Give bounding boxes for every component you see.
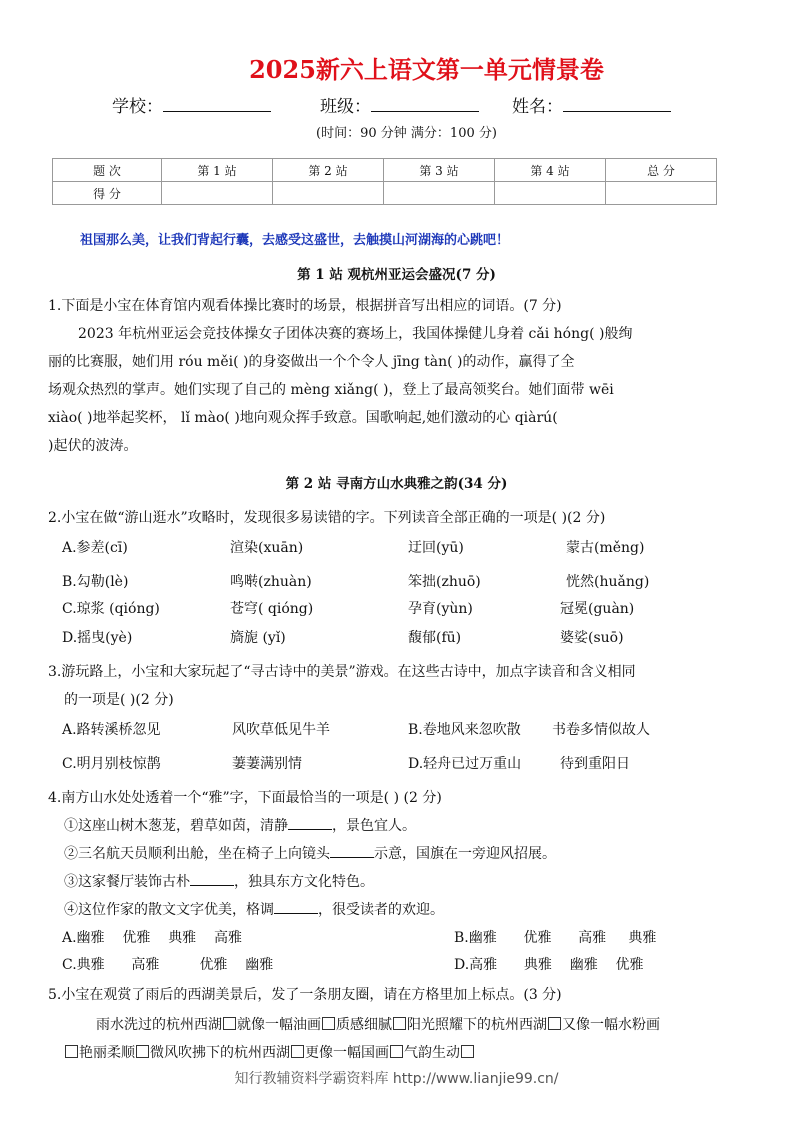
q4-option-word: 优雅 — [615, 957, 644, 973]
intro-text: 祖国那么美，让我们背起行囊，去感受这盛世，去触摸山河湖海的心跳吧！ — [80, 233, 510, 248]
q4-option-word: 典雅 — [523, 957, 552, 973]
punctuation-box[interactable] — [136, 1045, 149, 1058]
q4-option-word: 典雅 — [168, 930, 197, 946]
q2-option: 迂回(yū) — [408, 540, 464, 556]
q3-stem-cont: 的一项是( )(2 分) — [64, 692, 174, 708]
punctuation-box[interactable] — [223, 1017, 236, 1030]
q2-option: 苍穹( qióng) — [230, 601, 314, 617]
q4-option-word: 高雅 — [214, 930, 242, 946]
q4-item-text: ③这家餐厅装饰古朴 — [64, 874, 190, 890]
q4-blank[interactable] — [190, 873, 234, 886]
q4-option-word: 幽雅 — [569, 957, 598, 973]
q4-item-text: 示意，国旗在一旁迎风招展。 — [374, 846, 556, 862]
q2-option: 馥郁(fū) — [408, 630, 462, 646]
q4-item — [64, 872, 374, 892]
q4-option — [62, 955, 273, 975]
punctuation-box[interactable] — [65, 1045, 78, 1058]
punctuation-box[interactable] — [548, 1017, 561, 1030]
q4-option-word: D.高雅 — [454, 957, 498, 973]
q5-line — [64, 1043, 475, 1063]
q5-text: 微风吹拂下的杭州西湖 — [150, 1045, 290, 1061]
q2-option: 鸣啭(zhuàn) — [230, 574, 312, 590]
q4-item-text: ，独具东方文化特色。 — [234, 874, 374, 890]
q5-text: 又像一幅水粉画 — [562, 1017, 660, 1033]
q4-option-word: 高雅 — [131, 957, 160, 973]
score-cell[interactable] — [606, 182, 717, 205]
q3-option: A.路转溪桥忽见 — [62, 722, 161, 738]
q4-item — [64, 816, 416, 836]
q3-option: D.轻舟已过万重山 — [408, 756, 522, 772]
q5-stem: 5.小宝在观赏了雨后的西湖美景后，发了一条朋友圈，请在方格里加上标点。(3 分) — [48, 987, 562, 1003]
q1-stem: 1.下面是小宝在体育馆内观看体操比赛时的场景，根据拼音写出相应的词语。(7 分) — [48, 298, 562, 314]
q4-blank[interactable] — [288, 817, 332, 830]
name-field — [512, 92, 671, 117]
q4-blank[interactable] — [274, 901, 318, 914]
q2-stem: 2.小宝在做“游山逛水”攻略时，发现很多易读错的字。下列读音全部正确的一项是( )(2 分) — [48, 510, 606, 526]
table-cell: 题 次 — [53, 159, 162, 182]
q3-option: 书卷多情似故人 — [552, 722, 650, 738]
q4-option-word: B.幽雅 — [454, 930, 497, 946]
q3-option: 萋萋满别情 — [232, 756, 302, 772]
score-cell[interactable] — [162, 182, 273, 205]
station2-heading: 第 2 站 寻南方山水典雅之韵(34 分) — [285, 476, 508, 492]
score-cell[interactable] — [495, 182, 606, 205]
q4-item-text: ②三名航天员顺利出舱，坐在椅子上向镜头 — [64, 846, 330, 862]
table-cell: 第 1 站 — [162, 159, 273, 182]
q1-line: 场观众热烈的掌声。她们实现了自己的 mèng xiǎng( )，登上了最高领奖台。她们面带 wēi — [48, 382, 614, 398]
school-blank[interactable] — [163, 97, 271, 112]
q3-stem: 3.游玩路上，小宝和大家玩起了“寻古诗中的美景”游戏。在这些古诗中，加点字读音和含义相同 — [48, 664, 636, 680]
q2-option: 渲染(xuān) — [230, 540, 304, 556]
q2-option: 蒙古(měng) — [566, 540, 645, 556]
q4-item — [64, 900, 444, 920]
q4-item-text: ，很受读者的欢迎。 — [318, 902, 444, 918]
q5-text: 雨水洗过的杭州西湖 — [96, 1017, 222, 1033]
q4-option-word: A.幽雅 — [62, 930, 105, 946]
q4-item-text: ①这座山树木葱茏，碧草如茵，清静 — [64, 818, 288, 834]
table-cell: 第 3 站 — [384, 159, 495, 182]
q4-option — [62, 928, 242, 948]
school-field — [112, 92, 271, 117]
q4-option-word: 典雅 — [628, 930, 657, 946]
score-table — [52, 158, 717, 205]
q2-option: 旖旎 (yǐ) — [230, 630, 286, 646]
q3-option: 待到重阳日 — [560, 756, 630, 772]
q2-option: D.摇曳(yè) — [62, 630, 133, 646]
q5-text: 更像一幅国画 — [305, 1045, 389, 1061]
table-cell: 第 2 站 — [273, 159, 384, 182]
q4-option-word: 优雅 — [122, 930, 151, 946]
punctuation-box[interactable] — [461, 1045, 474, 1058]
q5-text: 气韵生动 — [404, 1045, 460, 1061]
q4-option — [454, 928, 656, 948]
q2-option: C.琼浆 (qióng) — [62, 601, 160, 617]
q4-option — [454, 955, 644, 975]
school-label: 学校： — [112, 97, 163, 117]
q2-option: 笨拙(zhuō) — [408, 574, 481, 590]
q4-stem: 4.南方山水处处透着一个“雅”字，下面最恰当的一项是( ) (2 分) — [48, 790, 442, 806]
punctuation-box[interactable] — [322, 1017, 335, 1030]
q2-option: 孕育(yùn) — [408, 601, 473, 617]
q5-text: 阳光照耀下的杭州西湖 — [407, 1017, 547, 1033]
q5-text: 艳丽柔顺 — [79, 1045, 135, 1061]
name-label: 姓名： — [512, 97, 563, 117]
q1-line: )起伏的波涛。 — [48, 438, 138, 454]
q4-option-word: 高雅 — [578, 930, 607, 946]
score-table-score-row — [53, 182, 717, 205]
q3-option: C.明月别枝惊鹊 — [62, 756, 161, 772]
name-blank[interactable] — [563, 97, 671, 112]
time-and-score-line: (时间：90 分钟 满分：100 分) — [316, 126, 497, 141]
q2-option: 婆娑(suō) — [560, 630, 624, 646]
footer-watermark: 知行教辅资料学霸资料库 http://www.lianjie99.cn/ — [234, 1071, 559, 1087]
table-cell: 第 4 站 — [495, 159, 606, 182]
class-blank[interactable] — [371, 97, 479, 112]
punctuation-box[interactable] — [291, 1045, 304, 1058]
q4-item-text: ，景色宜人。 — [332, 818, 416, 834]
score-table-header-row — [53, 159, 717, 182]
q4-item — [64, 844, 556, 864]
q5-text: 质感细腻 — [336, 1017, 392, 1033]
punctuation-box[interactable] — [393, 1017, 406, 1030]
class-label: 班级： — [320, 97, 371, 117]
q1-line: 2023 年杭州亚运会竞技体操女子团体决赛的赛场上，我国体操健儿身着 cǎi hóng( )般绚 — [78, 326, 633, 342]
score-cell[interactable] — [384, 182, 495, 205]
table-cell: 总 分 — [606, 159, 717, 182]
q4-item-text: ④这位作家的散文文字优美，格调 — [64, 902, 274, 918]
exam-title: 2025新六上语文第一单元情景卷 — [249, 55, 604, 84]
q4-option-word: C.典雅 — [62, 957, 105, 973]
q3-option: 风吹草低见牛羊 — [232, 722, 330, 738]
q1-line: 丽的比赛服，她们用 róu měi( )的身姿做出一个个令人 jīng tàn( )的动作，赢得了全 — [48, 354, 575, 370]
q2-option: 恍然(huǎng) — [566, 574, 650, 590]
q3-option: B.卷地风来忽吹散 — [408, 722, 521, 738]
class-field — [320, 92, 479, 117]
q4-option-word: 幽雅 — [245, 957, 274, 973]
q5-text: 就像一幅油画 — [237, 1017, 321, 1033]
q4-option-word: 优雅 — [199, 957, 228, 973]
q4-option-word: 优雅 — [523, 930, 552, 946]
station1-heading: 第 1 站 观杭州亚运会盛况(7 分) — [297, 267, 496, 283]
q2-option: B.勾勒(lè) — [62, 574, 129, 590]
q2-option: 冠冕(guàn) — [560, 601, 635, 617]
q5-line — [96, 1015, 660, 1035]
q1-line: xiào( )地举起奖杯， lǐ mào( )地向观众挥手致意。国歌响起,她们激动的心 qiàrú( — [48, 410, 558, 426]
table-cell: 得 分 — [53, 182, 162, 205]
score-cell[interactable] — [273, 182, 384, 205]
q2-option: A.参差(cī) — [62, 540, 128, 556]
q4-blank[interactable] — [330, 845, 374, 858]
punctuation-box[interactable] — [390, 1045, 403, 1058]
